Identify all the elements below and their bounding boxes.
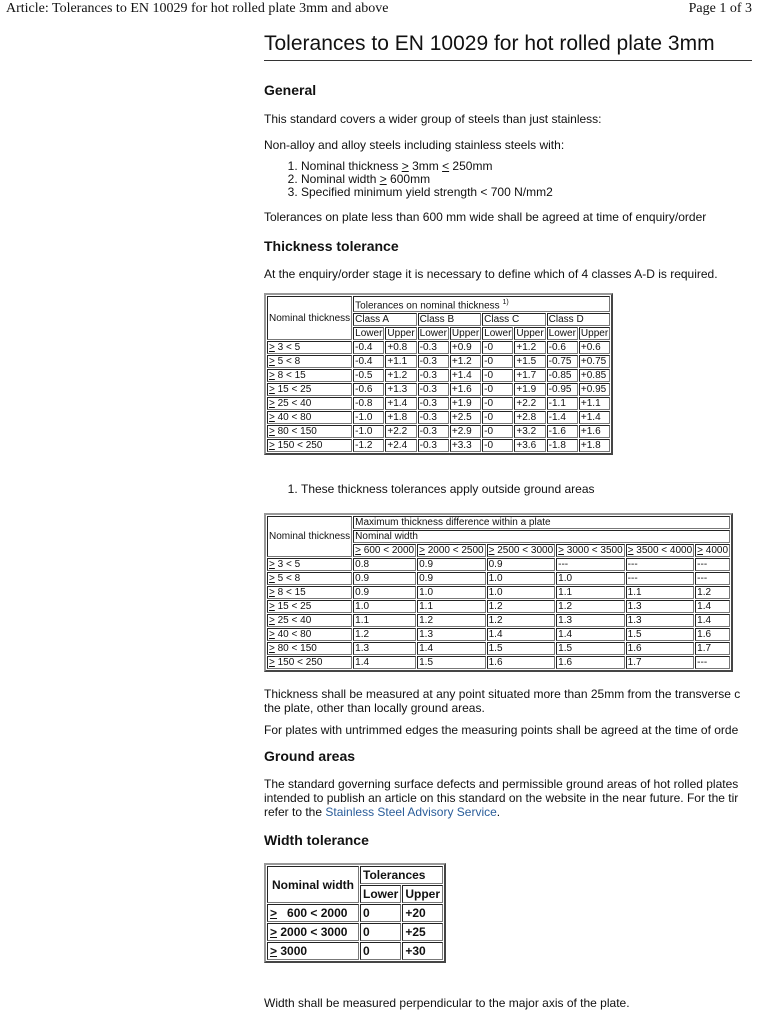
table-row <box>267 614 730 627</box>
difference-value: 1.5 <box>626 628 695 641</box>
thickness-range: > 8 < 15 <box>267 586 352 599</box>
table-row <box>267 411 610 424</box>
tolerance-value: -0.3 <box>418 397 449 410</box>
tolerance-value: +0.85 <box>579 369 610 382</box>
thickness-range: > 150 < 250 <box>267 439 352 452</box>
difference-value: 0.9 <box>487 558 556 571</box>
thickness-range: > 25 < 40 <box>267 397 352 410</box>
page-number: Page 1 of 3 <box>688 1 752 16</box>
table-row <box>267 397 610 410</box>
difference-value: 1.4 <box>695 614 730 627</box>
difference-value: 1.3 <box>556 614 625 627</box>
table-header: Nominal width <box>267 866 359 903</box>
thickness-range: > 25 < 40 <box>267 614 352 627</box>
width-range: > 600 < 2000 <box>267 904 359 922</box>
table-row <box>267 369 610 382</box>
tolerance-value: -0.5 <box>353 369 384 382</box>
tolerance-value: +1.9 <box>450 397 481 410</box>
difference-value: 1.1 <box>556 586 625 599</box>
tolerance-value: -1.2 <box>353 439 384 452</box>
upper-header: Upper <box>402 885 443 903</box>
tolerance-value: +1.5 <box>514 355 545 368</box>
table-row <box>267 383 610 396</box>
difference-value: 0.9 <box>417 572 486 585</box>
thickness-range: > 40 < 80 <box>267 628 352 641</box>
thickness-range: > 3 < 5 <box>267 558 352 571</box>
difference-value: 1.4 <box>487 628 556 641</box>
tolerance-value: +1.4 <box>450 369 481 382</box>
class-header: Class B <box>418 313 482 326</box>
tolerance-value: -1.1 <box>547 397 578 410</box>
class-header: Class A <box>353 313 417 326</box>
difference-value: 1.3 <box>353 642 416 655</box>
table-row <box>267 642 730 655</box>
general-lead: Non-alloy and alloy steels including stainless steels with: <box>264 138 565 152</box>
tolerance-value: +2.9 <box>450 425 481 438</box>
difference-value: 1.0 <box>487 586 556 599</box>
list-item: 3. Specified minimum yield strength < 700 N/mm2 <box>301 186 768 199</box>
difference-value: 1.3 <box>626 614 695 627</box>
table-row <box>267 341 610 354</box>
difference-value: 0.8 <box>353 558 416 571</box>
tolerance-value: +1.1 <box>579 397 610 410</box>
tolerance-value: +1.2 <box>450 355 481 368</box>
upper-header: Upper <box>516 328 544 340</box>
tolerance-value: +20 <box>402 904 443 922</box>
class-header: Class D <box>547 313 611 326</box>
difference-value: --- <box>695 572 730 585</box>
table-row <box>267 656 730 669</box>
width-note: Width shall be measured perpendicular to the major axis of the plate. <box>264 996 630 1011</box>
tolerance-value: +1.4 <box>385 397 416 410</box>
tolerance-value: 0 <box>360 904 401 922</box>
thickness-range: > 5 < 8 <box>267 355 352 368</box>
tolerance-value: +1.4 <box>579 411 610 424</box>
table-row <box>267 904 443 922</box>
tolerance-value: -0.4 <box>353 341 384 354</box>
table-row <box>267 942 443 960</box>
table-caption: Tolerances <box>360 866 443 884</box>
difference-value: 0.9 <box>417 558 486 571</box>
tolerance-value: +1.6 <box>579 425 610 438</box>
tolerance-value: -0.3 <box>418 341 449 354</box>
tolerance-value: 0 <box>360 923 401 941</box>
width-range: > 3000 <box>267 942 359 960</box>
thickness-range: > 3 < 5 <box>267 341 352 354</box>
general-heading: General <box>264 82 317 98</box>
tolerance-value: -0.3 <box>418 425 449 438</box>
tolerance-value: +1.8 <box>579 439 610 452</box>
width-range-header: > 3500 < 4000 <box>627 545 693 557</box>
difference-value: 1.0 <box>556 572 625 585</box>
list-item: 1. Nominal thickness > 3mm < 250mm <box>301 160 768 173</box>
untrimmed-text: For plates with untrimmed edges the measuring points shall be agreed at the time of orde <box>264 723 739 738</box>
tolerance-value: -0.3 <box>418 355 449 368</box>
measure-text: Thickness shall be measured at any point situated more than 25mm from the transverse c the plate, other than locally ground areas. <box>264 687 741 716</box>
tolerance-value: -0 <box>482 355 513 368</box>
thickness-range: > 40 < 80 <box>267 411 352 424</box>
thickness-range: > 8 < 15 <box>267 369 352 382</box>
tolerance-value: 0 <box>360 942 401 960</box>
tolerance-value: -0 <box>482 383 513 396</box>
tolerance-value: -0.8 <box>353 397 384 410</box>
difference-value: 1.6 <box>556 656 625 669</box>
tolerance-value: -0.3 <box>418 439 449 452</box>
thickness-heading: Thickness tolerance <box>264 238 399 254</box>
tolerance-value: +1.9 <box>514 383 545 396</box>
tolerance-value: +2.2 <box>514 397 545 410</box>
tolerance-value: +0.6 <box>579 341 610 354</box>
tolerance-value: +1.8 <box>385 411 416 424</box>
tolerance-value: -0 <box>482 341 513 354</box>
tolerance-value: -0.6 <box>547 341 578 354</box>
tolerance-value: -0.75 <box>547 355 578 368</box>
tolerance-value: -1.0 <box>353 425 384 438</box>
difference-value: 1.1 <box>626 586 695 599</box>
difference-value: --- <box>695 656 730 669</box>
lower-header: Lower <box>484 328 512 340</box>
table-subcaption: Nominal width <box>353 530 730 543</box>
tolerance-value: +2.4 <box>385 439 416 452</box>
difference-value: 1.6 <box>487 656 556 669</box>
difference-value: --- <box>626 572 695 585</box>
page-title: Tolerances to EN 10029 for hot rolled plate 3mm <box>264 30 752 61</box>
thickness-range: > 80 < 150 <box>267 425 352 438</box>
ground-text: The standard governing surface defects and permissible ground areas of hot rolled plates intended to publish an article on this standard on the website in the near future. For the tir refer to the Stainless Steel Advisory Service. <box>264 777 739 820</box>
lower-header: Lower <box>419 328 447 340</box>
table-row <box>267 558 730 571</box>
tolerance-value: +30 <box>402 942 443 960</box>
difference-value: 1.2 <box>487 614 556 627</box>
tolerance-value: +2.2 <box>385 425 416 438</box>
difference-value: 1.0 <box>417 586 486 599</box>
lower-header: Lower <box>355 328 383 340</box>
difference-value: --- <box>556 558 625 571</box>
general-note: Tolerances on plate less than 600 mm wide shall be agreed at time of enquiry/order <box>264 210 707 224</box>
upper-header: Upper <box>580 328 609 340</box>
difference-value: 1.6 <box>695 628 730 641</box>
general-intro: This standard covers a wider group of steels than just stainless: <box>264 112 602 126</box>
thickness-range: > 15 < 25 <box>267 383 352 396</box>
thickness-tolerance-table <box>264 293 613 455</box>
tolerance-value: +0.75 <box>579 355 610 368</box>
difference-value: 0.9 <box>353 572 416 585</box>
difference-value: 1.0 <box>353 600 416 613</box>
width-range-header: > 2000 < 2500 <box>419 545 484 557</box>
width-range: > 2000 < 3000 <box>267 923 359 941</box>
tolerance-value: -0.3 <box>418 369 449 382</box>
width-range-header: > 2500 < 3000 <box>488 545 554 557</box>
tolerance-value: +1.7 <box>514 369 545 382</box>
difference-value: 1.5 <box>487 642 556 655</box>
table-caption: Tolerances on nominal thickness $^{1)}$ <box>353 296 610 312</box>
article-content <box>264 30 768 1010</box>
tolerance-value: +1.3 <box>385 383 416 396</box>
table-row <box>267 628 730 641</box>
tolerance-value: +1.2 <box>514 341 545 354</box>
tolerance-value: -0.3 <box>418 411 449 424</box>
tolerance-value: -1.6 <box>547 425 578 438</box>
tolerance-value: -0.95 <box>547 383 578 396</box>
table-row <box>267 923 443 941</box>
difference-value: 1.7 <box>695 642 730 655</box>
thickness-intro: At the enquiry/order stage it is necessary to define which of 4 classes A-D is required. <box>264 267 718 281</box>
difference-value: 1.4 <box>556 628 625 641</box>
table-row <box>267 355 610 368</box>
lower-header: Lower <box>548 328 576 340</box>
difference-value: --- <box>626 558 695 571</box>
tolerance-value: -0.4 <box>353 355 384 368</box>
difference-value: 1.3 <box>417 628 486 641</box>
difference-value: 1.7 <box>626 656 695 669</box>
tolerance-value: +2.8 <box>514 411 545 424</box>
difference-value: 1.1 <box>353 614 416 627</box>
table-row <box>267 572 730 585</box>
upper-header: Upper <box>387 328 415 340</box>
tolerance-value: -1.0 <box>353 411 384 424</box>
width-range-header: > 3000 < 3500 <box>558 545 623 557</box>
tolerance-value: +2.5 <box>450 411 481 424</box>
thickness-range: > 150 < 250 <box>267 656 352 669</box>
table-header: Nominal thickness <box>267 296 352 340</box>
difference-value: 1.6 <box>626 642 695 655</box>
footnote-list <box>264 483 768 496</box>
table-row <box>267 600 730 613</box>
thickness-range: > 15 < 25 <box>267 600 352 613</box>
tolerance-value: +1.2 <box>385 369 416 382</box>
difference-value: 1.2 <box>556 600 625 613</box>
difference-value: 1.4 <box>353 656 416 669</box>
difference-value: 1.3 <box>626 600 695 613</box>
footnote: 1. These thickness tolerances apply outside ground areas <box>301 483 768 496</box>
tolerance-value: -0 <box>482 425 513 438</box>
difference-value: 1.2 <box>487 600 556 613</box>
difference-value: 1.4 <box>695 600 730 613</box>
difference-value: 1.4 <box>417 642 486 655</box>
width-heading: Width tolerance <box>264 832 369 849</box>
table-row <box>267 586 730 599</box>
difference-value: 1.1 <box>417 600 486 613</box>
difference-value: 1.0 <box>487 572 556 585</box>
tolerance-value: -0.85 <box>547 369 578 382</box>
print-header <box>0 0 768 20</box>
tolerance-value: +3.2 <box>514 425 545 438</box>
ground-heading: Ground areas <box>264 748 356 765</box>
difference-value: 1.5 <box>556 642 625 655</box>
tolerance-value: -0 <box>482 397 513 410</box>
article-title: Article: Tolerances to EN 10029 for hot rolled plate 3mm and above <box>6 1 389 16</box>
thickness-difference-table <box>264 513 733 672</box>
list-item: 2. Nominal width > 600mm <box>301 173 768 186</box>
difference-value: 1.2 <box>417 614 486 627</box>
tolerance-value: +3.6 <box>514 439 545 452</box>
tolerance-value: -0 <box>482 369 513 382</box>
difference-value: 0.9 <box>353 586 416 599</box>
table-caption: Maximum thickness difference within a plate <box>353 516 730 529</box>
advisory-service-link[interactable]: Stainless Steel Advisory Service <box>325 805 497 820</box>
width-range-header: > 600 < 2000 <box>355 545 415 557</box>
requirements-list <box>264 160 768 199</box>
difference-value: --- <box>695 558 730 571</box>
tolerance-value: -1.8 <box>547 439 578 452</box>
difference-value: 1.2 <box>353 628 416 641</box>
tolerance-value: +25 <box>402 923 443 941</box>
tolerance-value: -0.3 <box>418 383 449 396</box>
tolerance-value: -0 <box>482 439 513 452</box>
tolerance-value: +0.8 <box>385 341 416 354</box>
tolerance-value: +0.9 <box>450 341 481 354</box>
width-range-header: > 4000 <box>697 545 729 557</box>
tolerance-value: +3.3 <box>450 439 481 452</box>
class-header: Class C <box>482 313 546 326</box>
width-tolerance-table <box>264 863 446 963</box>
tolerance-value: -1.4 <box>547 411 578 424</box>
difference-value: 1.5 <box>417 656 486 669</box>
tolerance-value: +0.95 <box>579 383 610 396</box>
thickness-range: > 80 < 150 <box>267 642 352 655</box>
table-row <box>267 425 610 438</box>
tolerance-value: +1.6 <box>450 383 481 396</box>
tolerance-value: +1.1 <box>385 355 416 368</box>
tolerance-value: -0.6 <box>353 383 384 396</box>
lower-header: Lower <box>360 885 401 903</box>
difference-value: 1.2 <box>695 586 730 599</box>
upper-header: Upper <box>451 328 480 340</box>
tolerance-value: -0 <box>482 411 513 424</box>
thickness-range: > 5 < 8 <box>267 572 352 585</box>
table-row <box>267 439 610 452</box>
table-header: Nominal thickness <box>267 516 352 557</box>
